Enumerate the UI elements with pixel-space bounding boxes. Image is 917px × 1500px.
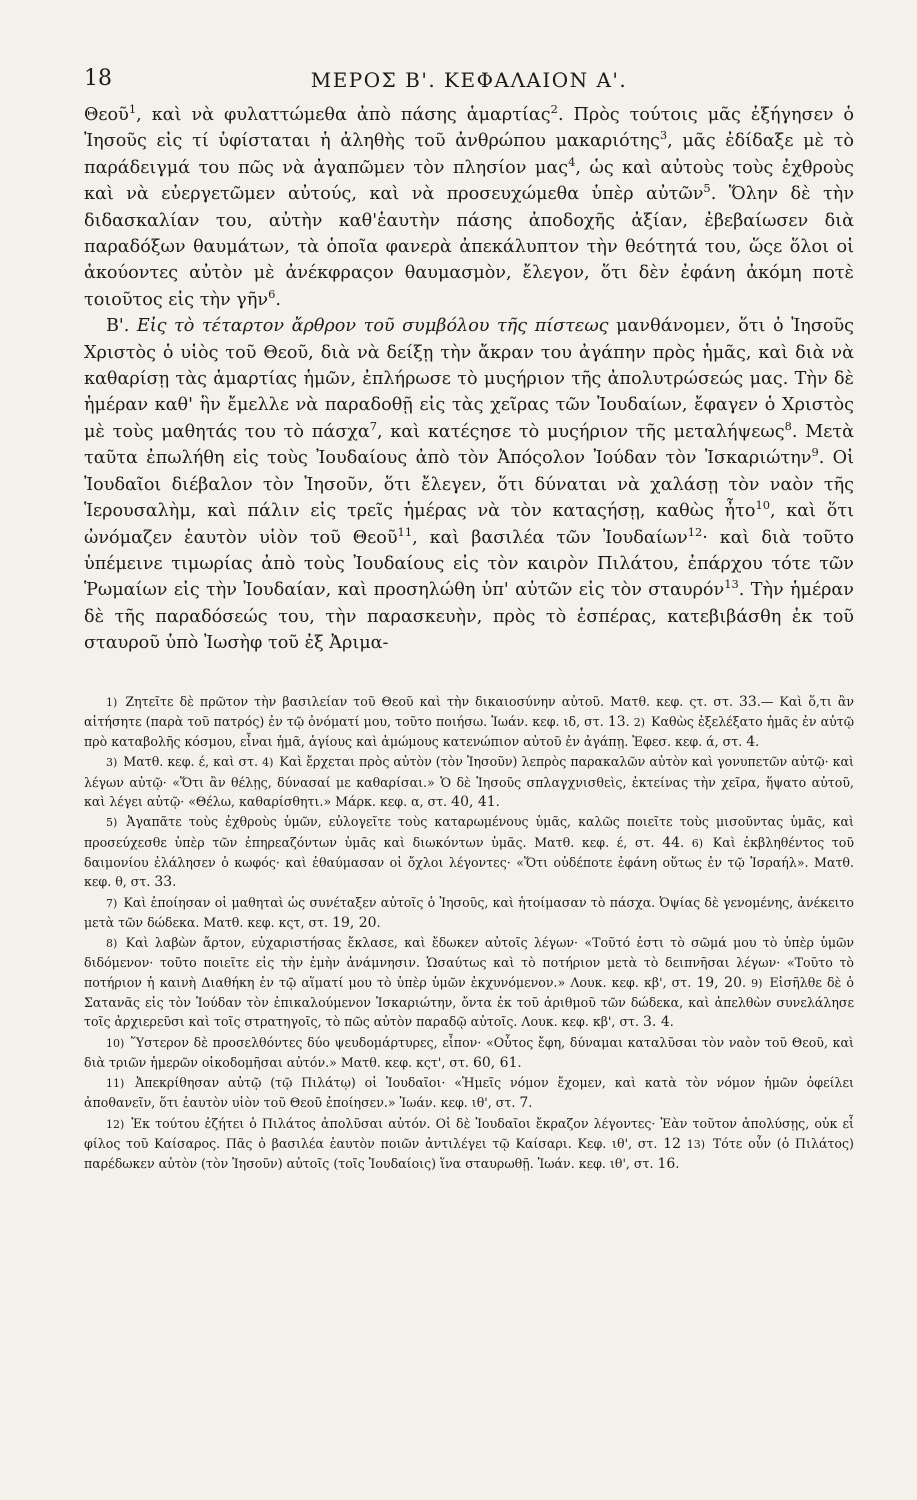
- text-run: Ἐκ τούτου ἐζήτει ὁ Πιλάτος ἀπολῦσαι αὐτόν. Οἱ δὲ Ἰουδαῖοι ἔκραζον λέγοντες· Ἐὰν τοῦτον ἀπολύσῃς, οὐκ εἶ φίλος τοῦ Καίσαρος. Πᾶς ὁ βασιλέα ἑαυτὸν ποιῶν ἀντιλέγει τῷ Καίσαρι. Κεφ. ιθ', στ.: [84, 1115, 854, 1152]
- footnote-line: [84, 1114, 854, 1175]
- text-run: Καὶ λαβὼν ἄρτον, εὐχαριστήσας ἔκλασε, καὶ ἔδωκεν αὐτοῖς λέγων· «Τοῦτό ἐστι τὸ σῶμά μου τὸ ὑπὲρ ὑμῶν διδόμενον· τοῦτο ποιεῖτε εἰς τὴν ἐμὴν ἀνάμνησιν. Ὡσαύτως καὶ τὸ ποτήριον μετὰ τὸ δειπνῆσαι λέγων· «Τοῦτο τὸ ποτήριον ἡ καινὴ Διαθήκη ἐν τῷ αἵματί μου τὸ ὑπὲρ ὑμῶν ἐκχυνόμενον.» Λουκ. κεφ. κβ', στ.: [84, 935, 854, 990]
- text-run: Ἀπεκρίθησαν αὐτῷ (τῷ Πιλάτῳ) οἱ Ἰουδαῖοι· «Ἡμεῖς νόμον ἔχομεν, καὶ κατὰ τὸν νόμον ἡμῶν ὀφείλει ἀποθανεῖν, ὅτι ἑαυτὸν υἱὸν τοῦ Θεοῦ ἐποίησεν.» Ἰωάν. κεφ. ιθ', στ.: [84, 1075, 854, 1111]
- text-run: .: [755, 734, 760, 750]
- main-text: [84, 102, 854, 657]
- verse-number: 19, 20: [332, 914, 377, 931]
- footnote-ref: 12: [687, 524, 703, 539]
- footnote-ref: 11: [397, 524, 413, 539]
- text-run: Καὶ ἐποίησαν οἱ μαθηταὶ ὡς συνέταξεν αὐτοῖς ὁ Ἰησοῦς, καὶ ἡτοίμασαν τὸ πάσχα. Ὀψίας δὲ γενομένης, ἀνέκειτο μετὰ τῶν δώδεκα. Ματθ. κεφ. κςτ, στ.: [84, 894, 854, 930]
- text-run: .: [675, 1156, 680, 1172]
- text-run: , καὶ ὅτι ὠνόμαζεν ἑαυτὸν υἱὸν τοῦ Θεοῦ: [84, 501, 854, 548]
- verse-number: 33: [738, 693, 757, 710]
- text-run: Καὶ ἔρχεται πρὸς αὐτὸν (τὸν Ἰησοῦν) λεπρὸς παρακαλῶν αὐτὸν καὶ γονυπετῶν αὐτῷ· καὶ λέγων αὐτῷ· «Ὅτι ἂν θέλῃς, δύνασαί με καθαρίσαι.» Ὁ δὲ Ἰησοῦς σπλαγχνισθεὶς, ἐκτείνας τὴν χεῖρα, ἥψατο αὐτοῦ, καὶ λέγει αὐτῷ· «Θέλω, καθαρίσθητι.» Μάρκ. κεφ. α, στ.: [84, 754, 854, 810]
- footnote-marker: 9): [751, 976, 763, 990]
- text-run: . Τὴν ἡμέραν δὲ τῆς παραδόσεώς του, τὴν παρασκευὴν, πρὸς τὸ ἑσπέρας, κατεβιβάσθη ἐκ τοῦ σταυροῦ ὑπὸ Ἰωσὴφ τοῦ ἐξ Ἀριμα-: [84, 580, 855, 654]
- footnote-marker: 11): [106, 1077, 125, 1091]
- footnote-line: [84, 1073, 854, 1114]
- footnote-line: [84, 933, 854, 1032]
- footnote-ref: 13: [724, 577, 739, 592]
- footnote-marker: 8): [106, 937, 118, 951]
- text-run: Ἀγαπᾶτε τοὺς ἐχθροὺς ὑμῶν, εὐλογεῖτε τοὺς καταρωμένους ὑμᾶς, καλῶς ποιεῖτε τοὺς μισοῦντας ὑμᾶς, καὶ προσεύχεσθε ὑπὲρ τῶν ἐπηρεαζόντων ὑμᾶς καὶ διωκόντων ὑμᾶς. Ματθ. κεφ. έ, στ.: [84, 814, 854, 850]
- text-run: , καὶ κατέςησε τὸ μυςήριον τῆς μεταλήψεως: [377, 421, 785, 442]
- footnote-line: [84, 692, 854, 753]
- text-run: μανθάνομεν, ὅτι ὁ Ἰησοῦς Χριστὸς ὁ υἱὸς τοῦ Θεοῦ, διὰ νὰ δείξῃ τὴν ἄκραν του ἀγάπην πρὸς ἡμᾶς, καὶ διὰ νὰ καθαρίσῃ τὰς ἁμαρτίας ἡμῶν, ἐπλήρωσε τὸ μυςήριον τῆς ἀπολυτρώσεώς μας. Τὴν δὲ ἡμέραν καθ' ἣν ἔμελλε νὰ παραδοθῇ εἰς τὰς χεῖρας τῶν Ἰουδαίων, ἔφαγεν ὁ Χριστὸς μὲ τοὺς μαθητάς του τὸ πάσχα: [84, 316, 854, 442]
- book-page: [84, 62, 854, 1175]
- footnote-line: [84, 752, 854, 812]
- text-run: . Ὅλην δὲ τὴν διδασκαλίαν του, αὐτὴν καθ'ἑαυτὴν πάσης ἀποδοχῆς ἀξίαν, ἐβεβαίωσεν διὰ παραδόξων θαυμάτων, τὰ ὁποῖα φανερὰ ἀπεκάλυπτον τὴν θεότητά του, ὥςε ὅλοι οἱ ἀκούοντες αὐτὸν μὲ ἀνέκφραςον θαυμασμὸν, ἔλεγον, ὅτι δὲν ἐφάνη ἀκόμη ποτὲ τοιοῦτος εἰς τὴν γῆν: [84, 184, 855, 310]
- text-run: . Οἱ Ἰουδαῖοι διέβαλον τὸν Ἰησοῦν, ὅτι ἔλεγεν, ὅτι δύναται νὰ χαλάσῃ τὸν ναὸν τῆς Ἱερουσαλὴμ, καὶ πάλιν εἰς τρεῖς ἡμέρας νὰ τὸν καταςήσῃ, καθὼς ἦτο: [84, 448, 854, 522]
- text-run: .: [669, 1014, 674, 1030]
- verse-number: 16: [657, 1156, 676, 1173]
- text-run: .: [376, 914, 381, 930]
- footnote-divider: [84, 679, 854, 680]
- text-run: .: [517, 1054, 522, 1070]
- footnote-ref: 1: [128, 102, 137, 117]
- text-run: .: [172, 874, 177, 890]
- section-b-text: [84, 316, 854, 653]
- text-run: , μᾶς ἐδίδαξε μὲ τὸ παράδειγμά του πῶς νὰ ἀγαπῶμεν τὸν πλησίον μας: [84, 131, 854, 178]
- footnote-line: [84, 1033, 854, 1074]
- text-run: Ὕστερον δὲ προσελθόντες δύο ψευδομάρτυρες, εἶπον· «Οὗτος ἔφη, δύναμαι καταλῦσαι τὸν ναὸν τοῦ Θεοῦ, καὶ διὰ τριῶν ἡμερῶν οἰκοδομῆσαι αὐτόν.» Ματθ. κεφ. κςτ', στ.: [84, 1034, 854, 1070]
- paragraph-continued: [84, 102, 854, 313]
- footnote-marker: 12): [106, 1117, 125, 1131]
- running-head: ΜΕΡΟΣ Β'. ΚΕΦΑΛΑΙΟΝ Α'.: [310, 68, 628, 92]
- footnote-marker: 2): [633, 715, 646, 729]
- footnote-ref: 10: [755, 498, 770, 513]
- footnote-line: [84, 893, 854, 934]
- verse-number: 40, 41: [451, 794, 496, 811]
- footnote-ref: 7: [369, 419, 378, 434]
- verse-number: 44: [662, 834, 681, 851]
- page-number: 18: [84, 66, 112, 91]
- text-run: Καὶ ἐκβληθέντος τοῦ δαιμονίου ἐλάλησεν ὁ κωφός· καὶ ἐθαύμασαν οἱ ὄχλοι λέγοντες· «Ὅτι οὐδέποτε ἐφάνη οὕτως ἐν τῷ Ἰσραήλ». Ματθ. κεφ. θ, στ.: [84, 834, 855, 890]
- text-run: · καὶ διὰ τοῦτο ὑπέμεινε τιμωρίας ἀπὸ τοὺς Ἰουδαίους εἰς τὸν καιρὸν Πιλάτου, ἐπάρχου τότε τῶν Ῥωμαίων εἰς τὴν Ἰουδαίαν, καὶ προσηλώθη ὑπ' αὐτῶν εἰς τὸν σταυρόν: [84, 527, 854, 601]
- footnote-marker: 4): [262, 756, 274, 770]
- footnote-marker: 13): [686, 1138, 706, 1152]
- section-title-italic: Εἰς τὸ τέταρτον ἄρθρον τοῦ συμβόλου τῆς πίστεως: [129, 316, 609, 337]
- footnote-marker: 7): [106, 896, 118, 910]
- section-label: Β'.: [106, 316, 130, 337]
- text-run: Θεοῦ: [84, 105, 129, 125]
- footnote-marker: 1): [106, 695, 118, 709]
- footnote-ref: 5: [703, 181, 711, 196]
- footnote-marker: 5): [106, 816, 118, 830]
- verse-number: 7: [519, 1095, 529, 1112]
- text-run: .: [495, 794, 500, 810]
- text-run: Ματθ. κεφ. έ, καὶ στ.: [119, 754, 263, 770]
- text-run: Εἰσῆλθε δὲ ὁ Σατανᾶς εἰς τὸν Ἰούδαν τὸν ἐπικαλούμενον Ἰσκαριώτην, ὄντα ἐκ τοῦ ἀριθμοῦ τῶν δώδεκα, καὶ ἀπελθὼν συνελάλησε τοῖς ἀρχιερεῦσι καὶ τοῖς στρατηγοῖς, τὸ πῶς αὐτὸν παραδῷ αὐτοῖς. Λουκ. κεφ. κβ', στ.: [84, 974, 854, 1030]
- text-run: .: [625, 713, 634, 729]
- verse-number: 4: [746, 734, 756, 751]
- footnotes: [84, 692, 854, 1175]
- text-run: , καὶ νὰ φυλαττώμεθα ἀπὸ πάσης ἁμαρτίας: [136, 105, 551, 125]
- footnote-marker: 6): [691, 836, 704, 850]
- footnote-marker: 3): [106, 756, 118, 770]
- verse-number: 33: [154, 874, 173, 891]
- text-run: Τότε οὖν (ὁ Πιλάτος) παρέδωκεν αὐτὸν (τὸν Ἰησοῦν) αὐτοῖς (τοῖς Ἰουδαίοις) ἵνα σταυρωθῇ. Ἰωάν. κεφ. ιθ', στ.: [84, 1136, 854, 1172]
- footnote-ref: 4: [568, 154, 576, 169]
- text-run: .: [741, 974, 752, 990]
- verse-number: 13: [607, 713, 626, 730]
- footnote-ref: 8: [784, 419, 792, 434]
- text-run: , καὶ βασιλέα τῶν Ἰουδαίων: [412, 527, 688, 548]
- text-run: , ὡς καὶ αὐτοὺς τοὺς ἐχθροὺς καὶ νὰ εὐεργετῶμεν αὐτούς, καὶ νὰ προσευχώμεθα ὑπὲρ αὐτῶν: [84, 157, 854, 205]
- text-run: . Πρὸς τούτοις μᾶς ἐξήγησεν ὁ Ἰησοῦς εἰς τί ὑφίσταται ἡ ἀληθὴς τοῦ ἀνθρώπου μακαριότης: [84, 105, 854, 152]
- verse-number: 12: [663, 1136, 681, 1153]
- footnote-ref: 3: [659, 128, 668, 143]
- text-run: .: [680, 834, 692, 850]
- footnote-marker: 10): [106, 1036, 125, 1050]
- footnote-ref: 2: [550, 102, 558, 117]
- verse-number: 19, 20: [696, 974, 742, 991]
- footnote-ref: 6: [268, 286, 276, 301]
- verse-number: 3. 4: [643, 1014, 670, 1031]
- page-header: [84, 62, 854, 102]
- text-run: Ζητεῖτε δὲ πρῶτον τὴν βασιλείαν τοῦ Θεοῦ καὶ τὴν δικαιοσύνην αὐτοῦ. Ματθ. κεφ. ςτ. στ.: [119, 693, 739, 709]
- verse-number: 60, 61: [472, 1054, 518, 1071]
- footnote-ref: 9: [811, 445, 819, 460]
- text-run: .: [275, 289, 281, 310]
- text-run: .: [528, 1095, 533, 1111]
- text-run: . Μετὰ ταῦτα ἐπωλήθη εἰς τοὺς Ἰουδαίους ἀπὸ τὸν Ἀπόςολον Ἰούδαν τὸν Ἰσκαριώτην: [84, 421, 854, 469]
- paragraph-section-b: [84, 313, 854, 656]
- text-run: .— Καὶ ὅ,τι ἂν αἰτήσητε (παρὰ τοῦ πατρός) ἐν τῷ ὀνόματί μου, τοῦτο ποιήσω. Ἰωάν. κεφ. ιδ, στ.: [84, 693, 854, 729]
- footnote-line: [84, 812, 854, 892]
- text-run: Καθὼς ἐξελέξατο ἡμᾶς ἐν αὐτῷ πρὸ καταβολῆς κόσμου, εἶναι ἡμᾶ, ἁγίους καὶ ἀμώμους κατενώπιον αὐτοῦ ἐν ἀγάπῃ. Ἐφεσ. κεφ. ά, στ.: [84, 713, 854, 750]
- text-run: [681, 1136, 687, 1151]
